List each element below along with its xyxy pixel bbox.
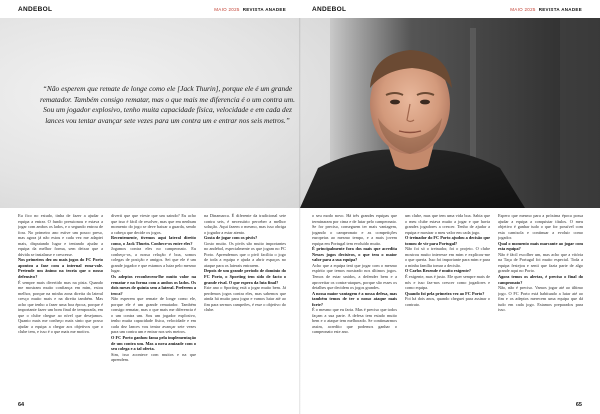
body-paragraph: diverti que que vieste que um saindo? Eu acho que isso é fácil de resolver, mas que em nenhum momento do jogo se deve baixar a guarda, sendo a cabeça que decide os jogos.: [111, 213, 196, 235]
text-column-2: [111, 213, 196, 363]
body-paragraph: Espero que mesmo para a próxima época possa ajudar a equipa a conquistar títulos. O meu objetivo é ganhar tudo o que for possível com esta camisola e continuar a evoluir como jogador.: [498, 213, 583, 241]
body-paragraph: Eu fico no estudo, tinha de fazer a ajudar a equipa a entrar. O fundo pressionou e estava a jogar com ambos os lados, e o segundo entrou de fora. No primeiro ano estive um pouco preso, mas agora já não estou e cada vez me adaptei mais, disputando lugar e tentando ajudar a equipa da melhor forma, sem deixar que a dúvida se instalasse e crescesse.: [18, 213, 103, 257]
issue-date: MAIO 2025: [214, 6, 240, 12]
interview-question: Qual o momento mais marcante ao jogar com esta equipa?: [498, 240, 583, 252]
body-paragraph: Este ano o Sporting está a jogar muito bem. Já perdemos jogos contra eles, mas sabemos que ainda há muito para jogar e vamos lutar até ao fim para sermos campeões, é esse o objetivo do clube.: [204, 285, 286, 313]
text-column-1: [18, 213, 103, 335]
pull-quote: “Não esperem que remate de longe como ele [Jack Thurin], porque ele é um grande rematador. Também consigo rematar, mas o que mais me diferencia é o um contra um. Sou um jogador explosivo, tenho muita capacidade física, velocidade e em cada dez lances vou tentar avançar sete vezes para um contra um e entrar nos seis metros.”: [40, 84, 295, 125]
issue-date: MAIO 2025: [510, 6, 536, 12]
body-paragraph: um clube, mas que tem uma vida boa. Sabia que o meu clube estava muito a jogar e que havia grandes jogadores a crescer. Tenho de ajudar a equipa e mostrar o meu valor em cada jogo.: [405, 213, 490, 235]
interview-question: É principalmente fora dos mais que acredita Nesses jogos decisivos, o que tem o maior valor para a sua equipa?: [312, 246, 397, 263]
body-paragraph: Não, não é preciso. Vamos jogar até ao último jogo. O FC Porto está habituado a lutar até ao fim e os adeptos merecem uma equipa que dá tudo em cada jogo. Estamos preparados para isso.: [498, 285, 583, 313]
body-paragraph: Sim, isso acontece com muitos e na que aprendem.: [111, 351, 196, 363]
interview-question: Gosta de jogar com os pivôs?: [204, 235, 258, 241]
body-paragraph: É o mesmo que eu faria. Mas é preciso que todos façam a sua parte. A defesa tem estado muito bem e o ataque tem melhorado. Se continuarmos assim, acredito que podemos ganhar o campeonato este ano.: [312, 307, 397, 335]
interview-question: Recentemente, tivemos aqui lateral direito como, o Jack Thurin. Conhece-os entre eles?: [111, 235, 196, 246]
interview-question: A nossa maior vantagem é a nossa defesa, mas também temos de ter o nosso ataque mais forte?: [312, 290, 397, 307]
body-paragraph: Não esperem que remate de longe como ele, porque ele é um grande rematador. Também consigo rematar, mas o que mais me diferencia é o um contra um. Sou um jogador explosivo, tenho muita capacidade física, velocidade e em cada dez lances vou tentar avançar sete vezes para um contra um e entrar nos seis metros.: [111, 296, 196, 335]
body-paragraph: Foi há dois anos, quando cheguei para assinar o contrato.: [405, 296, 490, 307]
section-label: ANDEBOL: [312, 5, 347, 13]
body-paragraph: É exigente, mas é justo. Ele quer sempre mais de nós e isso faz-nos crescer como jogadores e como equipa.: [405, 274, 490, 291]
header-meta: [510, 7, 582, 12]
interview-question: Nos primeiros dez ou mais jogos do FC Porto apontou a fase com a internal rona-vale. Pretende um ânimo na teoria que o nosso defensivo?: [18, 257, 103, 280]
interview-question: Depois de um grande período de domínio do FC Porto, o Sporting tem sido de facto o grande rival. O que espera da luta final?: [204, 268, 286, 285]
body-paragraph: Acho que a equipa terá que jogar com o mesmo espírito que temos mostrado nos últimos jogos. Temos de estar unidos, a defender bem e a aproveitar os contra-ataques, porque são esses os detalhes que decidem os jogos grandes.: [312, 262, 397, 291]
interview-question: O treinador do FC Porto ajudou a decisão que tomou de vir para Portugal?: [405, 235, 490, 246]
right-page-header: [300, 0, 600, 18]
magazine-name: REVISTA ANADEE: [538, 6, 582, 12]
interview-question: Os adeptos reconhecem-lhe muito valor na rematar e na forma com a ambos os lados. Os dois meses de quinta sem a lateral. Preferem a troca?: [111, 274, 196, 296]
interview-question: Agora temos os alertas, é preciso o final do campeonato?: [498, 274, 583, 285]
text-column-3: [204, 213, 286, 313]
page-number-left: 64: [18, 402, 25, 408]
text-column-4: [312, 213, 397, 335]
section-label: ANDEBOL: [18, 5, 53, 13]
body-paragraph: É sempre mais divertido mas na pista. Quando me mostram muito confiança em mim, estou melhor, porque na minha zona direita da lateral cresço muito mais e na direita também. Mas acho que tenho a fazer uma boa época, porque é importante fazer um bom final de temporada, em que o clube chegue ao nível que desejamos. Quanto mais me conheço mais sinto que posso ajudar a equipa a chegar aos objetivos que o clube tem, e isso é o que mais me motiva.: [18, 279, 103, 335]
interview-question: O FC Porto ganhou fama pela implementação de um contra um. Mas a nova amizade com o seu colega e a tal oferta.: [111, 335, 196, 352]
page-number-right: 65: [575, 402, 582, 408]
body-paragraph: na Dinamarca. É diferente da tradicional sete contra seis, é necessário perceber a melhor solução. Aqui fazem o mesmo, mas isso obriga o jogador a estar atento.: [204, 213, 286, 235]
header-meta: [214, 7, 286, 12]
text-column-6: [498, 213, 583, 313]
body-paragraph: Gosto muito. Os pivôs são muito importantes no andebol, especialmente os que jogam no FC Porto. Aprendemos que o pivô facilita o jogo de toda a equipa e ajuda a abrir espaços no ataque para os laterais entrarem.: [204, 240, 286, 268]
interview-question: O Carlos Resende é muito exigente?: [405, 268, 471, 274]
text-column-5: [405, 213, 490, 307]
magazine-name: REVISTA ANADEE: [242, 6, 286, 12]
page-gutter: [299, 18, 301, 414]
left-page-header: [0, 0, 300, 18]
body-paragraph: Jogamos contra eles no campeonato. Eu conheço-os, a nossa relação é boa, somos colegas de posição e amigos. Sei que ele é um grande jogador e que estamos a lutar pelo mesmo lugar.: [111, 246, 196, 274]
body-paragraph: o seu modo novo. Há três grandes equipas que terminaram por cima e de lutar pelo campeonato. Se for preciso, conseguem ter mais vantagem, jogando o campeonato e as competições europeias ao mesmo tempo, e a mais jovem equipa em Portugal tem evoluído muito.: [312, 213, 397, 246]
interview-question: Quando foi pela primeira vez ao FC Porto?: [405, 290, 485, 296]
body-paragraph: Não é fácil escolher um, mas acho que a vitória na Taça de Portugal foi muito especial. Toda a equipa festejou e senti que fazia parte de algo grande aqui no Porto.: [498, 251, 583, 274]
body-paragraph: Não foi só o treinador, foi o projeto. O clube mostrou muito interesse em mim e explicou-me o que queria. Isso foi importante para mim e para a minha família tomar a decisão.: [405, 246, 490, 268]
